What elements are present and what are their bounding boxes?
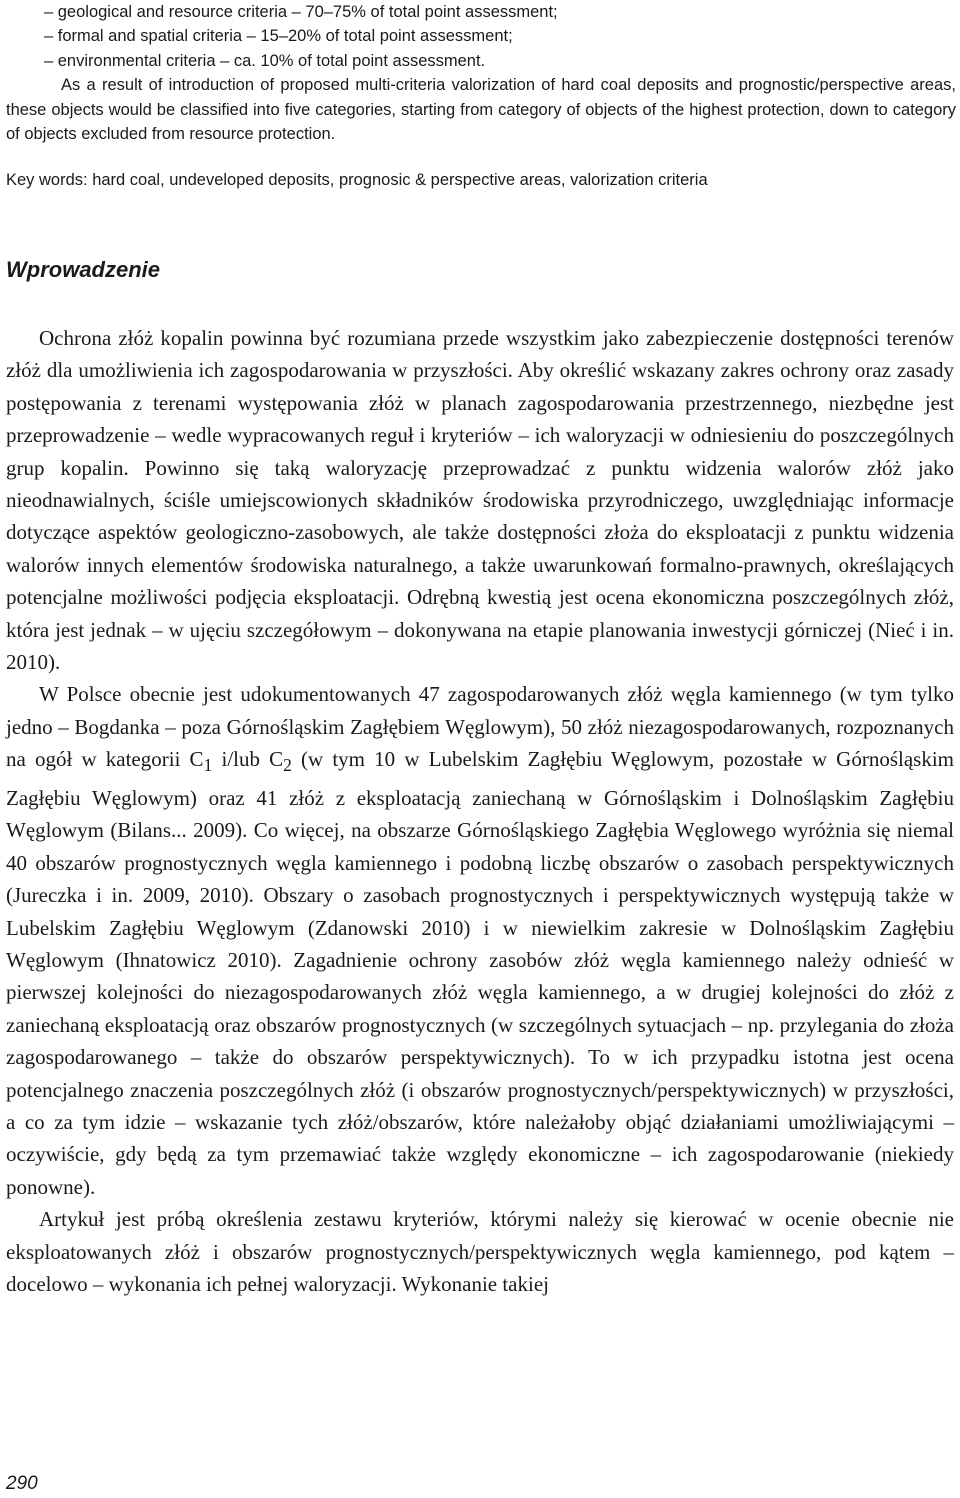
- paragraph-poland-deposits: [6, 678, 954, 1203]
- abstract-block: [6, 0, 956, 146]
- criteria-list: [6, 0, 956, 73]
- abstract-result: As a result of introduction of proposed multi-criteria valorization of hard coal deposits and prognostic/perspective areas, these objects would be classified into five categories, starting from category of objects of the highest protection, down to category of objects excluded from resource protection.: [6, 76, 956, 144]
- criteria-item-geological: – geological and resource criteria – 70–75% of total point assessment;: [44, 3, 558, 21]
- paragraph-text-part: W Polsce obecnie jest udokumentowanych 47 zagospodarowanych złóż węgla kamiennego (w tym tylko jedno – Bogdanka – poza Górnośląskim Zagłębiem Węglowym), 50 złóż niezagospodarowanych, rozpoznanych na ogół w kategorii C: [6, 682, 954, 772]
- criteria-item-environmental: – environmental criteria – ca. 10% of total point assessment.: [44, 51, 486, 70]
- criteria-item-formal: – formal and spatial criteria – 15–20% of total point assessment;: [44, 27, 513, 46]
- paragraph-intro: Ochrona złóż kopalin powinna być rozumiana przede wszystkim jako zabezpieczenie dostępności terenów złóż dla umożliwienia ich zagospodarowania w przyszłości. Aby określić wskazany zakres ochrony oraz zasady postępowania z terenami występowania złóż w planach zagospodarowania przestrzennego, niezbędne jest przeprowadzenie – wedle wypracowanych reguł i kryteriów – ich waloryzacji w odniesieniu do poszczególnych grup kopalin. Powinno się taką waloryzację przeprowadzać z punktu widzenia walorów złóż jako nieodnawialnych, ściśle umiejscowionych składników środowiska przyrodniczego, uwzględniając informacje dotyczące aspektów geologiczno-zasobowych, ale także dostępności złoża do eksploatacji z punktu widzenia walorów innych elementów środowiska naturalnego, a także uwarunkowań formalno-prawnych, określających potencjalne możliwości podjęcia eksploatacji. Odrębną kwestią jest ocena ekonomiczna poszczególnych złóż, która jest jednak – w ujęciu szczegółowym – dokonywana na etapie planowania inwestycji górniczej (Nieć i in. 2010).: [6, 326, 954, 675]
- subscript-2: 2: [283, 755, 292, 776]
- paragraph-text-part: i/lub C: [212, 747, 284, 772]
- keywords-line: Key words: hard coal, undeveloped deposits, prognosic & perspective areas, valorization criteria: [6, 171, 708, 189]
- section-heading: Wprowadzenie: [6, 257, 161, 282]
- page-number: 290: [6, 1473, 38, 1494]
- body-text: [6, 322, 954, 1300]
- paragraph-text-part: (w tym 10 w Lubelskim Zagłębiu Węglowym, pozostałe w Górnośląskim Zagłębiu Węglowym) oraz 41 złóż z eksploatacją zaniechaną w Górnośląskim i Dolnośląskim Zagłębiu Węglowym (Bilans... 2009). Co więcej, na obszarze Górnośląskiego Zagłębia Węglowego wyróżnia się niemal 40 obszarów prognostycznych węgla kamiennego i podobną liczbę obszarów o zasobach perspektywicznych (Jureczka i in. 2009, 2010). Obszary o zasobach prognostycznych i perspektywicznych występują także w Lubelskim Zagłębiu Węglowym (Zdanowski 2010) i w niewielkim zakresie w Dolnośląskim Zagłębiu Węglowym (Ihnatowicz 2010). Zagadnienie ochrony zasobów złóż węgla kamiennego należy odnieść w pierwszej kolejności do niezagospodarowanych złóż węgla kamiennego, a w drugiej kolejności do złóż z zaniechaną eksploatacją oraz obszarów prognostycznych (w szczególnych sytuacjach – np. przylegania do złoża zagospodarowanego – także do obszarów perspektywicznych). To w ich przypadku istotna jest ocena potencjalnego znaczenia poszczególnych złóż (i obszarów prognostycznych/perspektywicznych) w przyszłości, a co za tym idzie – wskazanie tych złóż/obszarów, które należałoby objąć działaniami umożliwiającymi – oczywiście, gdy będą za tym przemawiać także względy ekonomiczne – ich zagospodarowanie (niekiedy ponowne).: [6, 747, 954, 1199]
- paragraph-article-aim: Artykuł jest próbą określenia zestawu kryteriów, którymi należy się kierować w ocenie obecnie nie eksploatowanych złóż i obszarów prognostycznych/perspektywicznych węgla kamiennego, pod kątem – docelowo – wykonania ich pełnej waloryzacji. Wykonanie takiej: [6, 1207, 954, 1296]
- subscript-1: 1: [203, 755, 213, 776]
